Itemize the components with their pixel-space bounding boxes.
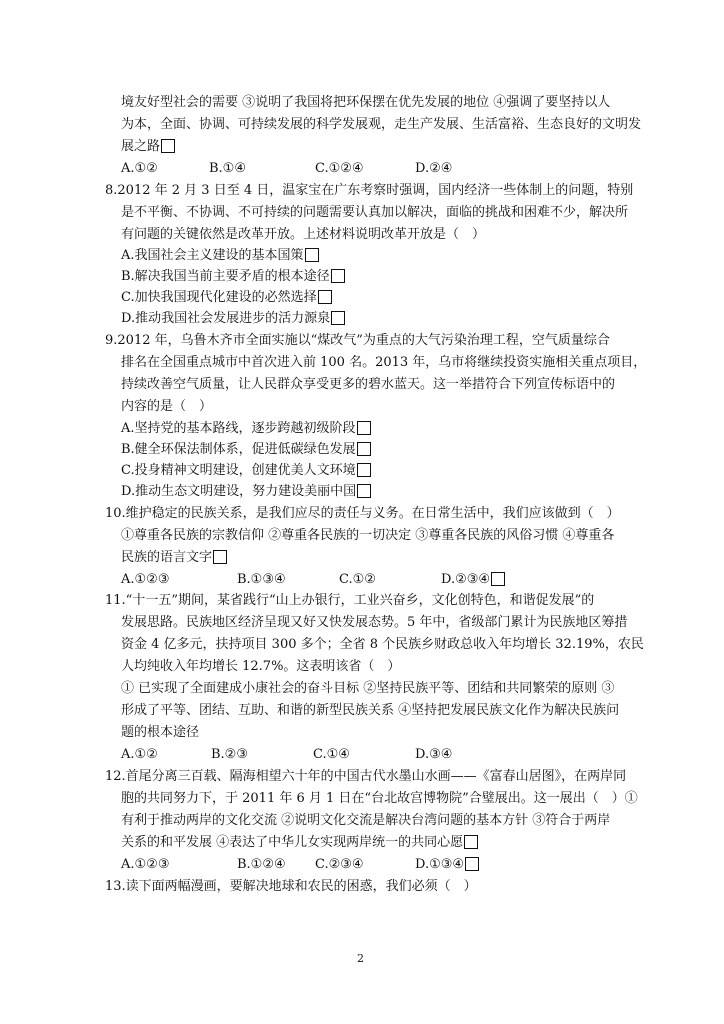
q8-option-c (121, 289, 332, 307)
q8-option-d (121, 310, 345, 328)
q10-option-b: B.①③④ (237, 572, 286, 587)
q12-line-4-text: 关系的和平发展 ④表达了中华儿女实现两岸统一的共同心愿 (121, 835, 464, 850)
q8-option-b-text: B.解决我国当前主要矛盾的根本途径 (121, 269, 330, 284)
q10-option-d (441, 571, 505, 589)
q7-line-3-text: 展之路 (121, 139, 161, 154)
q8-option-a (121, 247, 319, 265)
q11-option-d: D.③④ (415, 747, 453, 762)
q9-line-3: 持续改善空气质量，让人民群众享受更多的碧水蓝天。这一举措符合下列宣传标语中的 (121, 377, 616, 392)
q8-line-3: 有问题的关键依然是改革开放。上述材料说明改革开放是（ ） (121, 227, 486, 242)
q10-line-2: ①尊重各民族的宗教信仰 ②尊重各民族的一切决定 ③尊重各民族的风俗习惯 ④尊重各 (121, 528, 615, 543)
q9-option-b-text: B.健全环保法制体系，促进低碳绿色发展 (121, 442, 356, 457)
q11-options (121, 746, 541, 764)
q9-option-c-text: C.投身精神文明建设，创建优美人文环境 (121, 463, 356, 478)
q11-line-1: 11.“十一五”期间，某省践行“山上办银行，工业兴奋乡，文化创特色，和谐促发展”的 (105, 593, 595, 608)
q10-option-a: A.①②③ (121, 572, 170, 587)
q12-option-b: B.①②④ (237, 857, 286, 872)
q7-option-a: A.①② (121, 161, 158, 176)
q9-option-d (121, 483, 371, 501)
q10-line-3-text: 民族的语言文字 (121, 550, 213, 565)
answer-box (331, 311, 345, 325)
q7-line-2: 为本，全面、协调、可持续发展的科学发展观，走生产发展、生活富裕、生态良好的文明发 (121, 117, 642, 132)
answer-box (357, 484, 371, 498)
q10-option-c: C.①② (339, 572, 376, 587)
q10-line-1: 10.维护稳定的民族关系，是我们应尽的责任与义务。在日常生活中，我们应该做到（ ） (105, 506, 620, 521)
q9-option-a (121, 420, 371, 438)
q8-line-1: 8.2012 年 2 月 3 日至 4 日，温家宝在广东考察时强调，国内经济一些体制上的问题，特别 (105, 183, 634, 198)
answer-box (305, 248, 319, 262)
q12-options (121, 856, 541, 874)
q7-line-1: 境友好型社会的需要 ③说明了我国将把环保摆在优先发展的地位 ④强调了要坚持以人 (121, 95, 611, 110)
q12-option-c: C.②③④ (315, 857, 364, 872)
q12-option-d (415, 856, 479, 874)
q12-line-3: 有利于推动两岸的文化交流 ②说明文化交流是解决台湾问题的基本方针 ③符合于两岸 (121, 813, 611, 828)
q8-line-2: 是不平衡、不协调、不可持续的问题需要认真加以解决，面临的挑战和困难不少，解决所 (121, 205, 629, 220)
q9-line-4: 内容的是（ ） (121, 399, 213, 414)
q9-option-c (121, 462, 371, 480)
q8-option-b (121, 268, 345, 286)
q7-option-d: D.②④ (415, 161, 453, 176)
q12-line-4 (121, 834, 478, 852)
answer-box (213, 550, 227, 564)
answer-box (161, 139, 175, 153)
q12-option-a: A.①②③ (121, 857, 170, 872)
q8-option-d-text: D.推动我国社会发展进步的活力源泉 (121, 311, 331, 326)
q9-option-d-text: D.推动生态文明建设，努力建设美丽中国 (121, 484, 357, 499)
q11-line-4: 人均纯收入年均增长 12.7%。这表明该省（ ） (121, 659, 401, 674)
q8-option-c-text: C.加快我国现代化建设的必然选择 (121, 290, 317, 305)
q12-line-2: 胞的共同努力下，于 2011 年 6 月 1 日在“台北故宫博物院”合璧展出。这一展出（ ）① (121, 791, 638, 806)
q10-line-3 (121, 549, 227, 567)
q11-line-6: 形成了平等、团结、互助、和谐的新型民族关系 ④坚持把发展民族文化作为解决民族问 (121, 703, 620, 718)
answer-box (464, 835, 478, 849)
q10-options (121, 571, 541, 589)
q9-line-1: 9.2012 年，乌鲁木齐市全面实施以“煤改气”为重点的大气污染治理工程，空气质量综合 (105, 333, 610, 348)
q9-option-a-text: A.坚持党的基本路线，逐步跨越初级阶段 (121, 421, 356, 436)
q11-line-2: 发展思路。民族地区经济呈现又好又快发展态势。5 年中，省级部门累计为民族地区筹措 (121, 615, 628, 630)
answer-box (331, 269, 345, 283)
answer-box (357, 463, 371, 477)
q9-line-2: 排名在全国重点城市中首次进入前 100 名。2013 年，乌市将继续投资实施相关重点项目， (121, 355, 647, 370)
q11-option-a: A.①② (121, 747, 158, 762)
page-number: 2 (357, 952, 364, 965)
q11-line-5: ① 已实现了全面建成小康社会的奋斗目标 ②坚持民族平等、团结和共同繁荣的原则 ③ (121, 681, 615, 696)
q13-line-1: 13.读下面两幅漫画，要解决地球和农民的困惑，我们必须（ ） (105, 879, 477, 894)
answer-box (357, 421, 371, 435)
q7-line-3 (121, 138, 175, 156)
q11-line-7: 题的根本途径 (121, 725, 200, 740)
q11-option-b: B.②③ (211, 747, 248, 762)
q11-option-c: C.①④ (313, 747, 350, 762)
q7-options (121, 160, 541, 178)
q11-line-3: 资金 4 亿多元，扶持项目 300 多个；全省 8 个民族乡财政总收入年均增长 32.19%，农民 (121, 637, 644, 652)
q9-option-b (121, 441, 371, 459)
q7-option-b: B.①④ (209, 161, 246, 176)
answer-box (465, 857, 479, 871)
q8-option-a-text: A.我国社会主义建设的基本国策 (121, 248, 304, 263)
answer-box (491, 572, 505, 586)
answer-box (318, 290, 332, 304)
q12-option-d-text: D.①③④ (415, 857, 465, 872)
q7-option-c: C.①②④ (315, 161, 364, 176)
q10-option-d-text: D.②③④ (441, 572, 491, 587)
q12-line-1: 12.首尾分离三百载、隔海相望六十年的中国古代水墨山水画——《富春山居图》，在两岸同 (105, 769, 627, 784)
answer-box (357, 442, 371, 456)
